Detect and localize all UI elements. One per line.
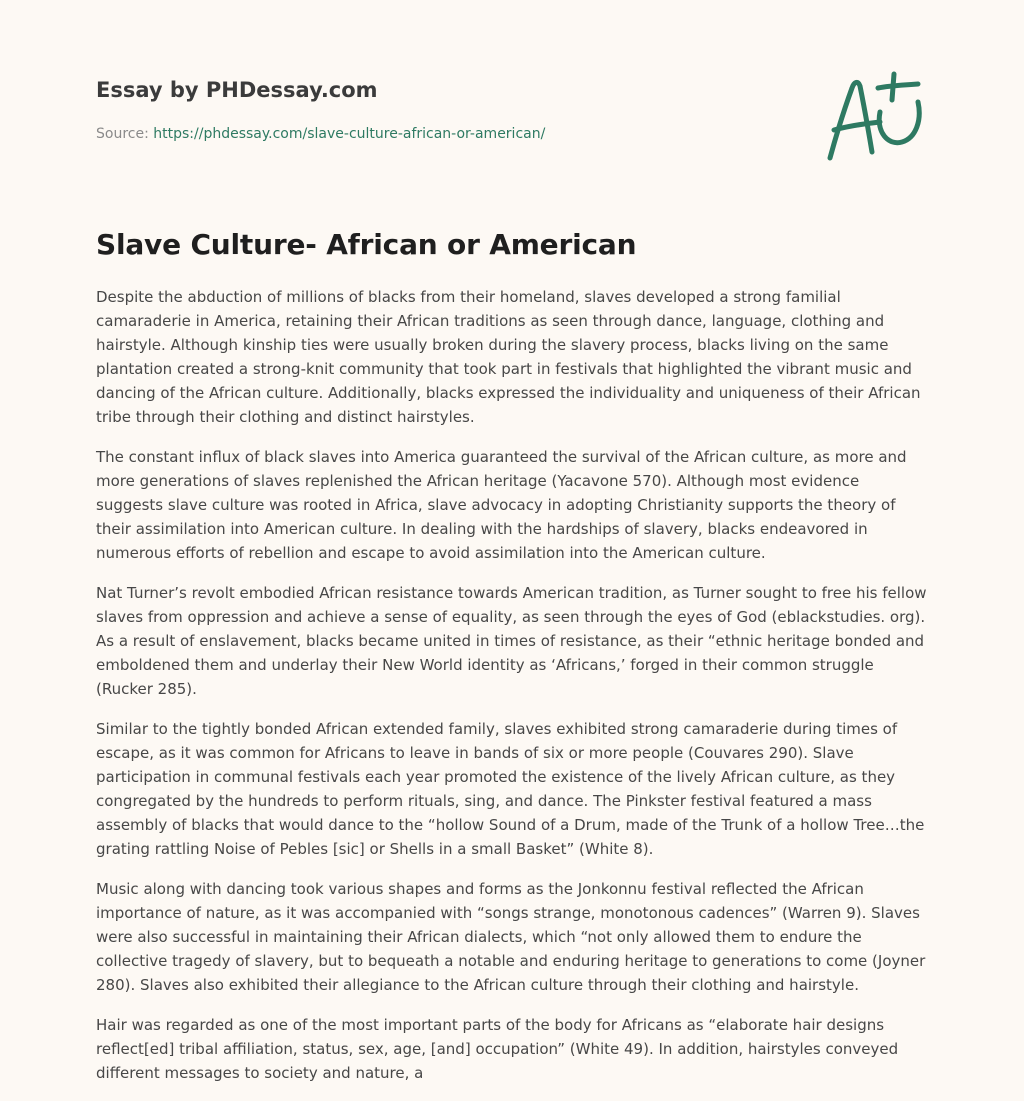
essay-body	[96, 285, 930, 1101]
site-title: Essay by PHDessay.com	[96, 78, 378, 102]
essay-paragraph: Hair was regarded as one of the most important parts of the body for Africans as “elaborate hair designs reflect[ed] tribal affiliation, status, sex, age, [and] occupation” (White 49). In addition, hairstyles conveyed different messages to society and nature, a	[96, 1016, 899, 1082]
essay-paragraph: Music along with dancing took various shapes and forms as the Jonkonnu festival reflected the African importance of nature, as it was accompanied with “songs strange, monotonous cadences” (Warren 9). Slaves were also successful in maintaining their African dialects, which “not only allowed them to endure the collective tragedy of slavery, but to bequeath a notable and enduring heritage to generations to come (Joyner 280). Slaves also exhibited their allegiance to the African culture through their clothing and hairstyle.	[96, 880, 926, 994]
swoosh-stroke	[879, 102, 919, 143]
essay-paragraph: Nat Turner’s revolt embodied African resistance towards American tradition, as Turner sought to free his fellow slaves from oppression and achieve a sense of equality, as seen through the eyes of God (eblackstudies. org). As a result of enslavement, blacks became united in times of resistance, as their “ethnic heritage bonded and emboldened them and underlay their New World identity as ‘Africans,’ forged in their common struggle (Rucker 285).	[96, 584, 927, 698]
a-plus-logo-svg	[818, 66, 930, 166]
essay-paragraph: Similar to the tightly bonded African extended family, slaves exhibited strong camaraderie during times of escape, as it was common for Africans to leave in bands of six or more people (Couvares 290). Slave participation in communal festivals each year promoted the existence of the lively African culture, as they congregated by the hundreds to perform rituals, sing, and dance. The Pinkster festival featured a mass assembly of blacks that would dance to the “hollow Sound of a Drum, made of the Trunk of a hollow Tree…the grating rattling Noise of Pebles [sic] or Shells in a small Basket” (White 8).	[96, 720, 925, 858]
a-plus-logo-icon	[818, 66, 930, 166]
page-header	[96, 76, 796, 144]
source-label: Source:	[96, 126, 149, 142]
source-link[interactable]: https://phdessay.com/slave-culture-african-or-american/	[153, 126, 546, 142]
essay-title: Slave Culture- African or American	[96, 228, 637, 261]
letter-a-stroke	[830, 82, 872, 158]
plus-horizontal-stroke	[878, 84, 918, 88]
essay-paragraph: The constant influx of black slaves into America guaranteed the survival of the African culture, as more and more generations of slaves replenished the African heritage (Yacavone 570). Although most evidence suggests slave culture was rooted in Africa, slave advocacy in adopting Christianity supports the theory of their assimilation into American culture. In dealing with the hardships of slavery, blacks endeavored in numerous efforts of rebellion and escape to avoid assimilation into the American culture.	[96, 448, 907, 562]
source-line	[96, 124, 796, 144]
essay-paragraph: Despite the abduction of millions of blacks from their homeland, slaves developed a strong familial camaraderie in America, retaining their African traditions as seen through dance, language, clothing and hairstyle. Although kinship ties were usually broken during the slavery process, blacks living on the same plantation created a strong-knit community that took part in festivals that highlighted the vibrant music and dancing of the African culture. Additionally, blacks expressed the individuality and uniqueness of their African tribe through their clothing and distinct hairstyles.	[96, 288, 921, 426]
